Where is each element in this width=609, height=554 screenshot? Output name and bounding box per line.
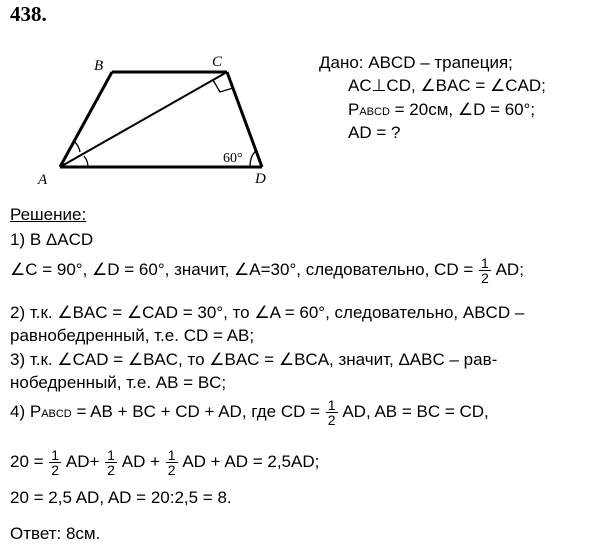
fraction-numerator: 1	[107, 447, 115, 463]
fraction-denominator: 2	[107, 462, 115, 478]
fraction-one-half	[49, 448, 61, 477]
fraction-numerator: 1	[167, 447, 176, 463]
step4-prefix: 4) P	[10, 401, 42, 421]
step2-line-2: равнобедренный, т.е. CD = AB;	[10, 326, 255, 345]
fraction-one-half	[166, 448, 178, 477]
fraction-numerator: 1	[51, 447, 60, 463]
given-perimeter-subscript: ABCD	[359, 106, 390, 118]
fraction-denominator: 2	[167, 462, 176, 478]
step4-line	[10, 398, 489, 427]
given-line-2: AC⊥CD, ∠BAC = ∠CAD;	[348, 76, 546, 95]
step1-text: ∠C = 90°, ∠D = 60°, значит, ∠A=30°, следовательно, CD =	[10, 259, 478, 279]
fraction-one-half	[326, 398, 338, 427]
fraction-denominator: 2	[481, 270, 489, 286]
given-line-4: AD = ?	[348, 123, 401, 142]
fraction-denominator: 2	[327, 412, 336, 428]
solution-heading: Решение:	[10, 205, 87, 224]
step1-after: AD;	[491, 259, 524, 279]
step4-subscript: ABCD	[41, 407, 72, 420]
eq1-part-c: AD +	[117, 451, 165, 471]
fraction-numerator: 1	[327, 397, 336, 413]
given-line-1: Дано: ABCD – трапеция;	[319, 53, 513, 72]
eq1-part-b: AD+	[62, 451, 105, 471]
fraction-one-half	[105, 448, 117, 477]
step1-title: 1) В ΔACD	[10, 230, 94, 249]
given-perimeter-symbol: P	[348, 100, 360, 119]
fraction-numerator: 1	[481, 255, 489, 271]
angle-label-d: 60°	[223, 151, 243, 166]
fraction-denominator: 2	[51, 462, 60, 478]
answer: Ответ: 8см.	[10, 524, 101, 543]
angle-arc-bac	[74, 141, 80, 152]
trapezoid-figure	[0, 0, 300, 190]
step1-line	[10, 256, 524, 285]
problem-number: 438.	[10, 2, 47, 26]
equation-line-1	[10, 448, 319, 477]
vertex-label-d: D	[255, 171, 266, 187]
step4-after: AD, AB = BC = CD,	[338, 401, 489, 421]
step2-line-1: 2) т.к. ∠BAC = ∠CAD = 30°, то ∠A = 60°, следовательно, ABCD –	[10, 303, 525, 322]
step4-text: = AB + BC + CD + AD, где CD =	[71, 401, 325, 421]
given-line-3	[348, 100, 535, 120]
step3-line-1: 3) т.к. ∠CAD = ∠BAC, то ∠BAC = ∠BCA, значит, ΔABC – рав-	[10, 350, 498, 369]
given-line-3-text: = 20см, ∠D = 60°;	[389, 100, 536, 119]
vertex-label-a: A	[38, 172, 48, 188]
eq1-part-d: AD + AD = 2,5AD;	[178, 451, 320, 471]
vertex-label-c: C	[212, 54, 223, 70]
eq1-part-a: 20 =	[10, 451, 49, 471]
vertex-label-b: B	[94, 58, 104, 74]
step3-line-2: нобедренный, т.е. AB = BC;	[10, 373, 227, 392]
equation-line-2: 20 = 2,5 AD, AD = 20:2,5 = 8.	[10, 488, 232, 507]
fraction-one-half	[479, 256, 491, 285]
angle-arc-cad	[84, 156, 88, 167]
